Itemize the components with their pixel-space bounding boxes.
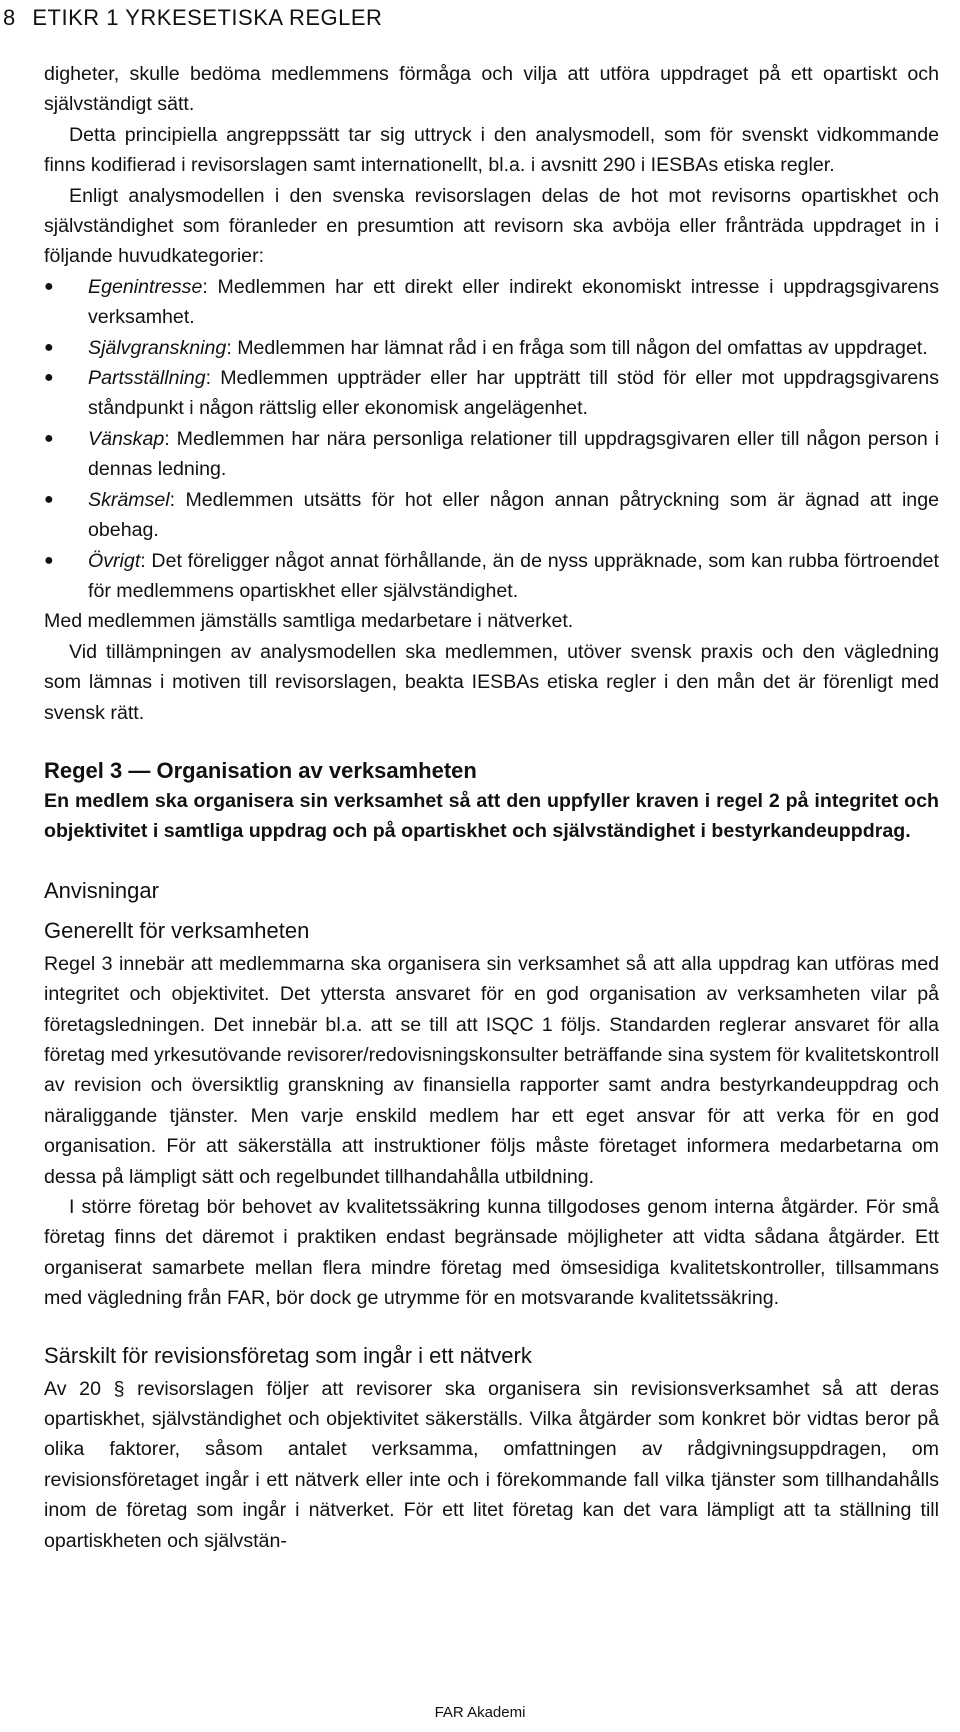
page-body [44,59,939,1556]
list-item-text: : Medlemmen uppträder eller har uppträtt till stöd för eller mot uppdragsgivarens ståndpunkt i någon rättslig eller ekonomisk angelägenhet. [88,367,939,420]
running-header [3,5,382,31]
rule-text: En medlem ska organisera sin verksamhet så att den uppfyller kraven i regel 2 på integritet och objektivitet i samtliga uppdrag och på opartiskhet och självständighet i bestyrkandeuppdrag. [44,789,939,843]
subheading: Generellt för verksamheten [44,917,310,943]
list-item [44,485,939,546]
paragraph: I större företag bör behovet av kvalitetssäkring kunna tillgodoses genom interna åtgärder. För små företag finns det däremot i praktiken endast begränsade möjligheter att vidta sådana åtgärder. Ett organiserat samarbete mellan flera mindre företag med ömsesidiga kvalitetskontroller, tillsammans med vägledning från FAR, bör dock ge utrymme för en motsvarande kvalitetssäkring. [44,1196,939,1310]
list-item-term: Självgranskning [88,336,227,359]
bullet-icon: ● [44,551,54,569]
list-item [44,546,939,607]
section-heading: Anvisningar [44,877,159,903]
paragraph: Enligt analysmodellen i den svenska revisorslagen delas de hot mot revisorns opartiskhet och självständighet som föranleder en presumtion att revisorn ska avböja eller frånträda uppdraget in i följande huvudkategorier: [44,184,939,268]
list-item-text: : Medlemmen har lämnat råd i en fråga som till någon del omfattas av uppdraget. [226,336,928,359]
paragraph: digheter, skulle bedöma medlemmens förmåga och vilja att utföra uppdraget på ett opartiskt och självständigt sätt. [44,63,939,116]
page-number: 8 [3,5,16,30]
bullet-icon: ● [44,490,54,508]
list-item-term: Övrigt [88,549,141,572]
list-item [44,363,939,424]
list-item-term: Skrämsel [88,488,170,511]
bullet-icon: ● [44,277,54,295]
list-item-text: : Medlemmen har ett direkt eller indirekt ekonomiskt intresse i uppdragsgivarens verksamhet. [88,275,939,329]
list-item-term: Vänskap [88,427,165,450]
subheading: Särskilt för revisionsföretag som ingår i ett nätverk [44,1342,532,1368]
paragraph: Av 20 § revisorslagen följer att revisorer ska organisera sin revisionsverksamhet så att deras opartiskhet, självständighet och objektivitet säkerställs. Vilka åtgärder som konkret bör vidtas beror på olika faktorer, såsom antalet verksamma, omfattningen av rådgivningsuppdragen, om revisionsföretaget ingår i ett nätverk eller inte och i förekommande fall vilka tjänster som tillhandahålls inom de företag som ingår i nätverket. För ett litet företag kan det vara lämpligt att ta ställning till opartiskheten och självstän- [44,1377,939,1552]
footer-publisher: FAR Akademi [434,1704,526,1721]
list-item-text: : Medlemmen utsätts för hot eller någon annan påtryckning som är ägnad att inge obehag. [88,488,939,542]
list-item-term: Partsställning [88,367,206,390]
paragraph: Vid tillämpningen av analysmodellen ska medlemmen, utöver svensk praxis och den vägledning som lämnas i motiven till revisorslagen, beakta IESBAs etiska regler i den mån det är förenligt med svensk rätt. [44,640,939,724]
rule-heading: Regel 3 — Organisation av verksamheten [44,757,477,783]
threat-category-list [44,272,939,606]
paragraph: Detta principiella angreppssätt tar sig uttryck i den analysmodell, som för svenskt vidkommande finns kodifierad i revisorslagen samt internationellt, bl.a. i avsnitt 290 i IESBAs etiska regler. [44,123,939,177]
list-item-text: : Det föreligger något annat förhållande, än de nyss uppräknade, som kan rubba förtroendet för medlemmens opartiskhet eller självständighet. [88,549,939,602]
list-item [44,272,939,333]
list-item-term: Egenintresse [88,275,203,298]
paragraph: Med medlemmen jämställs samtliga medarbetare i nätverket. [44,610,574,633]
list-item [44,424,939,485]
running-title: ETIKR 1 YRKESETISKA REGLER [32,5,383,30]
bullet-icon: ● [44,369,54,387]
list-item [44,333,939,363]
list-item-text: : Medlemmen har nära personliga relationer till uppdragsgivaren eller till någon person i dennas ledning. [88,427,939,481]
bullet-icon: ● [44,338,54,356]
bullet-icon: ● [44,429,54,447]
paragraph: Regel 3 innebär att medlemmarna ska organisera sin verksamhet så att alla uppdrag kan utföras med integritet och objektivitet. Det yttersta ansvaret för en god organisation av verksamheten vilar på företagsledningen. Det innebär bl.a. att se till att ISQC 1 följs. Standarden reglerar ansvaret för alla företag med yrkesutövande revisorer/redovisningskonsulter beträffande sina system för kvalitetskontroll av revision och översiktlig granskning av finansiella rapporter samt andra bestyrkandeuppdrag och näraliggande tjänster. Men varje enskild medlem har ett eget ansvar för att verka för en god organisation. För att säkerställa att instruktioner följs måste företaget informera medarbetarna om dessa på lämpligt sätt och regelbundet tillhandahålla utbildning. [44,952,939,1188]
